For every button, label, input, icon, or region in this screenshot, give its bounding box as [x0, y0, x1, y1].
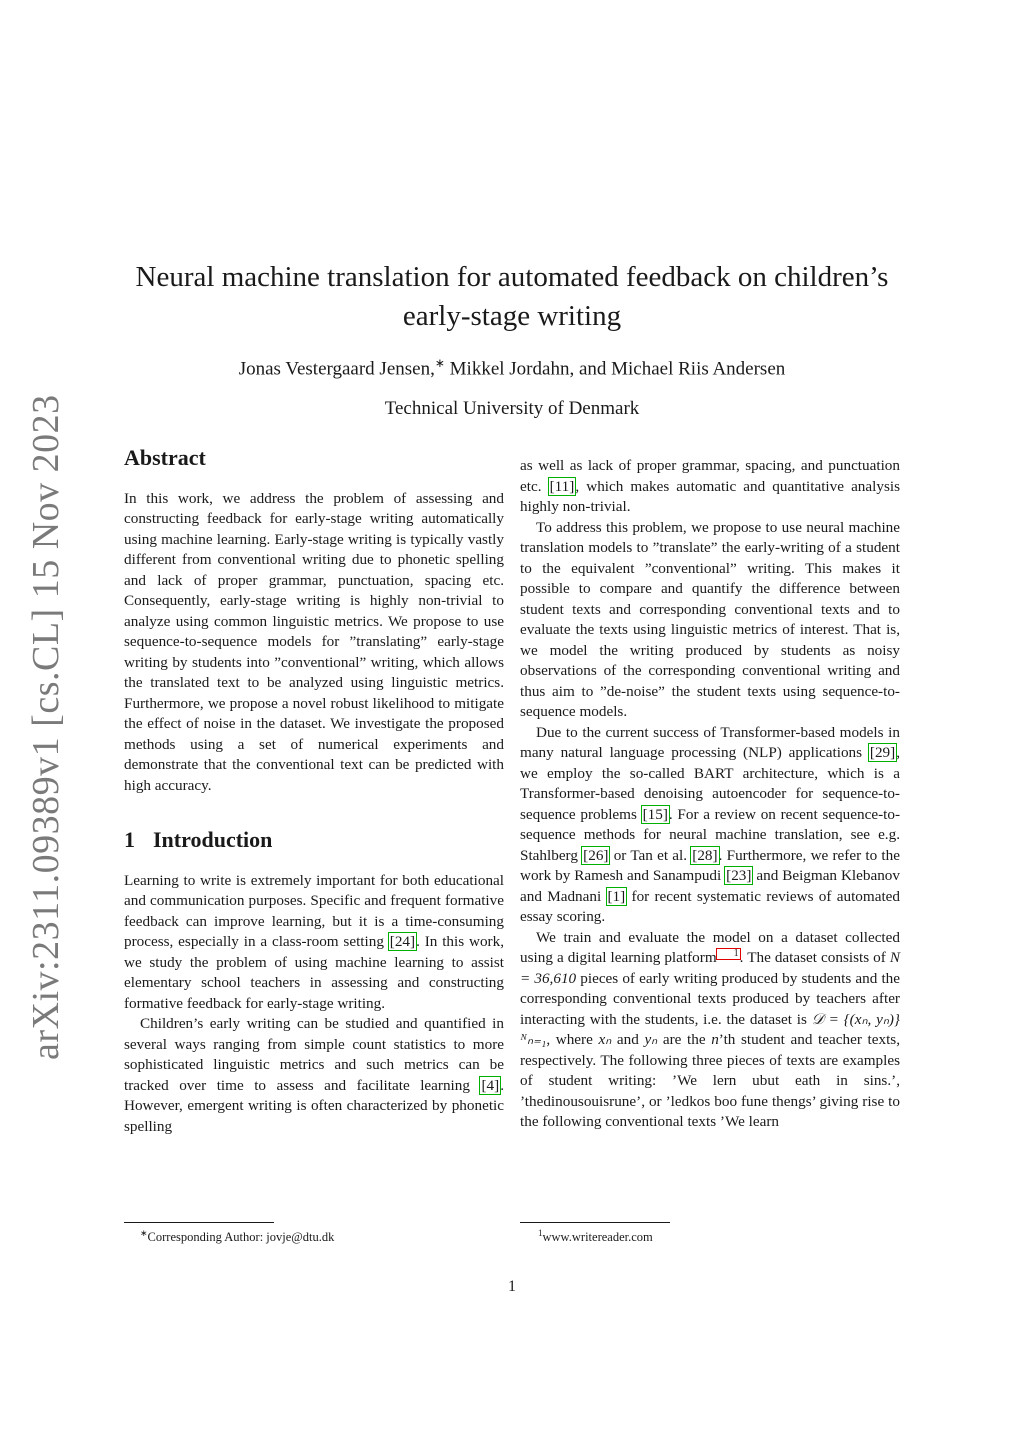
footnote-link[interactable]: 1 — [717, 949, 740, 959]
right-paragraph-4 — [520, 928, 900, 1133]
footnote-text: Corresponding Author: jovje@dtu.dk — [147, 1230, 335, 1245]
text-run: . For a review on recent sequence-to-sequence methods for neural machine translation, see e.g. Stahlberg — [520, 805, 900, 864]
section-heading-introduction — [124, 827, 504, 852]
text-run: and Beigman Klebanov and Madnani — [520, 867, 900, 905]
text-run: for recent systematic reviews of automated essay scoring. — [520, 887, 900, 925]
text-run: Due to the current success of Transformer-based models in many natural language processing (NLP) applications — [520, 723, 900, 761]
author-list — [110, 356, 914, 380]
text-run: are the — [657, 1031, 712, 1048]
text-run: and — [611, 1031, 645, 1048]
text-run: Learning to write is extremely important for both educational and communication purposes. Specific and frequent formative feedback can improve learning, but it is a time-consuming process, especially in a class-room setting — [124, 871, 504, 950]
corresponding-author-mark[interactable]: ∗ — [434, 356, 445, 370]
citation-link[interactable]: [11] — [549, 477, 575, 495]
author-others: Mikkel Jordahn, and Michael Riis Andersen — [444, 358, 786, 380]
citation-link[interactable]: [23] — [726, 867, 752, 884]
citation-link[interactable]: [26] — [583, 846, 609, 864]
math-inline: xₙ — [598, 1031, 612, 1048]
section-number: 1 — [124, 827, 135, 852]
footnote-divider-left — [124, 1222, 274, 1223]
citation-link[interactable]: [28] — [692, 846, 718, 864]
footnote-corresponding-author — [140, 1228, 334, 1245]
text-run: . In this work, we study the problem of using machine learning to assist elementary school teachers in assessing and constructing formative feedback for early-stage writing. — [124, 933, 504, 1012]
section-title: Introduction — [153, 827, 273, 852]
citation-link[interactable]: [15] — [642, 805, 668, 823]
intro-paragraph-2 — [124, 1014, 504, 1137]
math-inline: 𝒟 = {(xₙ, yₙ)}ᴺₙ₌₁ — [520, 1010, 901, 1048]
text-run: as well as lack of proper grammar, spacing, and punctuation etc. — [520, 457, 900, 495]
citation-link[interactable]: [29] — [869, 744, 896, 761]
footnote-website — [538, 1228, 653, 1245]
arxiv-identifier-stamp[interactable]: arXiv:2311.09389v1 [cs.CL] 15 Nov 2023 — [25, 394, 67, 1060]
text-run: , where — [546, 1031, 599, 1048]
text-run: or Tan et al. — [609, 846, 692, 864]
text-run: We train and evaluate the model on a dataset collected using a digital learning platform — [520, 928, 900, 966]
intro-paragraph-1 — [124, 871, 504, 1015]
text-run: , we employ the so-called BART architecture, which is a Transformer-based denoising autoencoder for sequence-to-sequence problems — [520, 744, 900, 823]
text-run: Children’s early writing can be studied and quantified in several ways ranging from simple count statistics to more sophisticated linguistic metrics and such metrics can be tracked over time to assess and facilitate learning — [124, 1015, 504, 1094]
footnote-link-text[interactable]: www.writereader.com — [542, 1230, 653, 1245]
abstract-heading: Abstract — [124, 445, 206, 470]
abstract-text: In this work, we address the problem of assessing and constructing feedback for early-stage writing automatically using machine learning. Early-stage writing is typically vastly different from conventional writing due to phonetic spelling and lack of proper grammar, punctuation, spacing etc. Consequently, early-stage writing is highly non-trivial to analyze using common linguistic metrics. We propose to use sequence-to-sequence models for ”translating” early-stage writing by students into ”conventional” writing, which allows the translated text to be analyzed using linguistic metrics. Furthermore, we propose a novel robust likelihood to mitigate the effect of noise in the dataset. We investigate the proposed methods using a set of numerical experiments and demonstrate that the conventional text can be predicted with high accuracy. — [124, 489, 504, 794]
math-inline: N = 36,610 — [520, 949, 900, 987]
right-paragraph-2: To address this problem, we propose to use neural machine translation models to ”translate” the early-writing of a student to the equivalent ”conventional” writing. This makes it possible to compare and quantify the difference between student texts and corresponding conventional texts and to evaluate the texts using linguistic metrics of interest. That is, we model the writing produced by students as noisy observations of the corresponding conventional writing and thus aim to ”de-noise” the student texts using sequence-to-sequence models. — [520, 518, 900, 720]
author-primary: Jonas Vestergaard Jensen, — [238, 358, 435, 380]
citation-link[interactable]: [24] — [389, 933, 416, 950]
citation-link[interactable]: [1] — [607, 887, 626, 905]
paper-title: Neural machine translation for automated feedback on children’s early-stage writing — [135, 261, 889, 332]
page-number: 1 — [508, 1278, 516, 1295]
right-paragraph-3 — [520, 723, 900, 928]
footnote-mark: 1 — [538, 1228, 543, 1238]
left-column — [124, 445, 504, 1137]
citation-link[interactable]: [4] — [481, 1076, 500, 1094]
affiliation: Technical University of Denmark — [384, 398, 640, 419]
text-run: . However, emergent writing is often characterized by phonetic spelling — [124, 1076, 504, 1135]
text-run: , which makes automatic and quantitative analysis highly non-trivial. — [520, 477, 901, 515]
text-run: pieces of early writing produced by students and the corresponding conventional texts produced by teachers after interacting with the students, i.e. the dataset is — [520, 969, 900, 1028]
text-run: . The dataset consists of — [739, 949, 890, 966]
right-paragraph-1 — [520, 456, 900, 518]
text-run: ’th student and teacher texts, respectively. The following three pieces of texts are examples of student writing: ’We lern ubut eath in sins.’, ’thedinousouisrune’, or ’ledkos boo fune thengs’ giving rise to the following conventional texts ’We learn — [520, 1031, 900, 1130]
footnote-mark: ∗ — [140, 1228, 148, 1238]
math-inline: n — [711, 1031, 719, 1048]
math-inline: yₙ — [644, 1031, 658, 1048]
footnote-divider-right — [520, 1222, 670, 1223]
text-run: . Furthermore, we refer to the work by Ramesh and Sanampudi — [520, 846, 900, 884]
right-column — [520, 456, 900, 1133]
